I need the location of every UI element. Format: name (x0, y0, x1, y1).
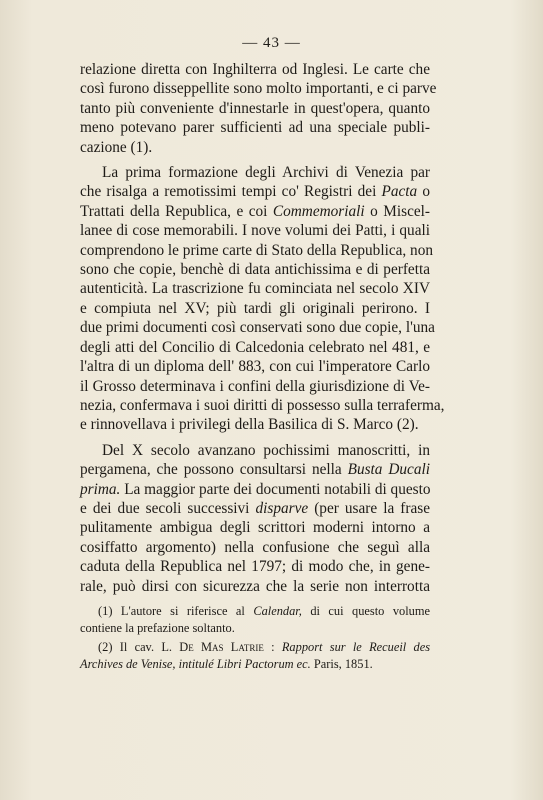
text-line: caduta della Republica nel 1797; di modo che, in gene- (80, 558, 430, 576)
text-line: rale, può dirsi con sicurezza che la serie non interrotta (80, 577, 430, 595)
footnote-line: (1) L'autore si riferisce al Calendar, di cui questo volume (98, 604, 430, 618)
body-text (80, 60, 445, 602)
text-line: cazione (1). (80, 138, 153, 156)
text-line: relazione diretta con Inghilterra od Inglesi. Le carte che (80, 61, 430, 78)
footnote-1 (80, 603, 430, 636)
text-line: autenticità. La trascrizione fu cominciata nel secolo XIV (80, 280, 430, 298)
text-line: meno potevano parer sufficienti ad una speciale publi- (80, 119, 430, 137)
text-line: nezia, confermava i suoi diritti di possesso sulla terraferma, (80, 396, 445, 414)
text-line: e rinnovellava i privilegi della Basilica di S. Marco (2). (80, 416, 419, 434)
text-line: cosiffatto argomento) nella confusione che seguì alla (80, 538, 430, 556)
text-line: pergamena, che possono consultarsi nella Busta Ducali (80, 461, 430, 479)
text-line: il Grosso determinava i confini della giurisdizione di Ve- (80, 377, 430, 395)
text-line: La prima formazione degli Archivi di Venezia par (102, 164, 430, 182)
paragraph-3 (80, 441, 430, 596)
text-line: Trattati della Republica, e coi Commemoriali o Miscel- (80, 202, 430, 220)
text-line: prima. La maggior parte dei documenti notabili di questo (80, 480, 431, 498)
text-line: comprendono le prime carte di Stato della Republica, non (80, 241, 433, 259)
text-line: due primi documenti così conservati sono due copie, l'una (80, 319, 435, 337)
text-line: così furono disseppellite sono molto importanti, e ci parve (80, 80, 437, 98)
text-line: che risalga a remotissimi tempi co' Registri dei Pacta o (80, 183, 430, 201)
text-line: lanee di cose memorabili. I nove volumi dei Patti, i quali (80, 222, 430, 240)
footnote-line: (2) Il cav. L. De Mas Latrie : Rapport sur le Recueil des (98, 640, 431, 654)
paragraph-2 (80, 163, 445, 435)
text-line: Del X secolo avanzano pochissimi manoscritti, in (102, 441, 430, 459)
text-line: l'altra di un diploma dell' 883, con cui l'imperatore Carlo (80, 358, 430, 376)
text-line: tanto più conveniente d'innestarle in quest'opera, quanto (80, 99, 430, 117)
text-line: pulitamente ambigua degli scrittori moderni intorno a (80, 519, 430, 537)
text-line: degli atti del Concilio di Calcedonia celebrato nel 481, e (80, 338, 430, 356)
text-line: e dei due secoli successivi disparve (per usare la frase (80, 499, 430, 517)
footnotes (80, 603, 430, 675)
text-line: e compiuta nel XV; più tardi gli originali perirono. I (80, 299, 430, 317)
footnote-line: Archives de Venise, intitulé Libri Pactorum ec. Paris, 1851. (80, 656, 373, 671)
page-number: — 43 — (242, 35, 301, 51)
footnote-2 (80, 639, 430, 672)
text-line: sono che copie, benchè di data antichissima e di perfetta (80, 261, 430, 279)
paragraph-1 (80, 60, 437, 157)
footnote-line: contiene la prefazione soltanto. (80, 620, 235, 635)
